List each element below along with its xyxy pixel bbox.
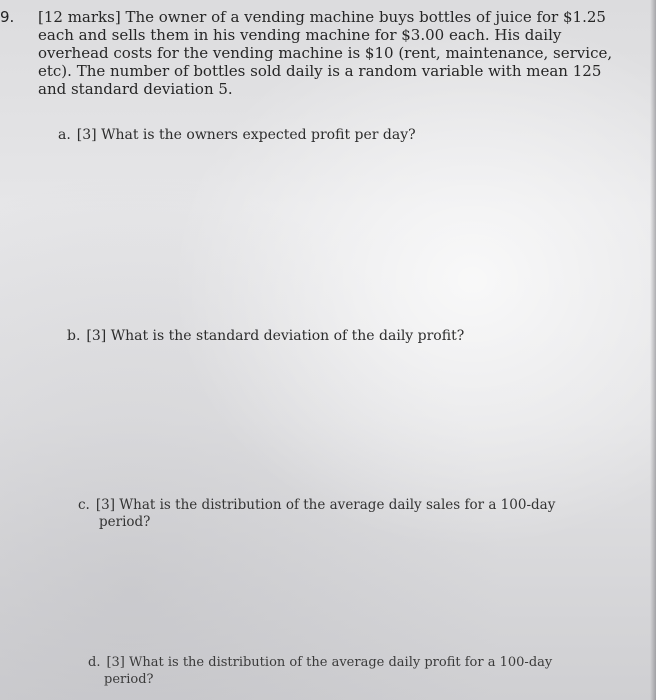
page-edge-shadow [650, 0, 656, 700]
question-stem-line: [12 marks] The owner of a vending machine buys bottles of juice for $1.25 [38, 8, 606, 26]
subquestion-text-continued: period? [99, 514, 151, 530]
subquestion-label: d. [88, 655, 101, 670]
question-stem [38, 8, 638, 98]
subquestion-text: [3] What is the distribution of the average daily profit for a 100-day [106, 655, 553, 670]
subquestion-label: b. [67, 328, 81, 344]
subquestion-c [78, 497, 555, 531]
question-stem-line: and standard deviation 5. [38, 80, 233, 98]
question-number: 9. [0, 8, 15, 26]
subquestion-text: [3] What is the distribution of the average daily sales for a 100-day [95, 497, 556, 513]
subquestion-text-continued: period? [104, 672, 154, 687]
question-stem-line: overhead costs for the vending machine is $10 (rent, maintenance, service, [38, 44, 613, 62]
subquestion-text: [3] What is the owners expected profit per day? [76, 127, 416, 143]
question-stem-line: etc). The number of bottles sold daily is a random variable with mean 125 [38, 62, 602, 80]
subquestion-b [67, 328, 464, 345]
subquestion-d [88, 654, 552, 688]
subquestion-a [58, 127, 416, 144]
subquestion-label: a. [58, 127, 71, 143]
subquestion-text: [3] What is the standard deviation of the daily profit? [86, 328, 465, 344]
subquestion-label: c. [78, 497, 90, 513]
question-stem-line: each and sells them in his vending machine for $3.00 each. His daily [38, 26, 562, 44]
